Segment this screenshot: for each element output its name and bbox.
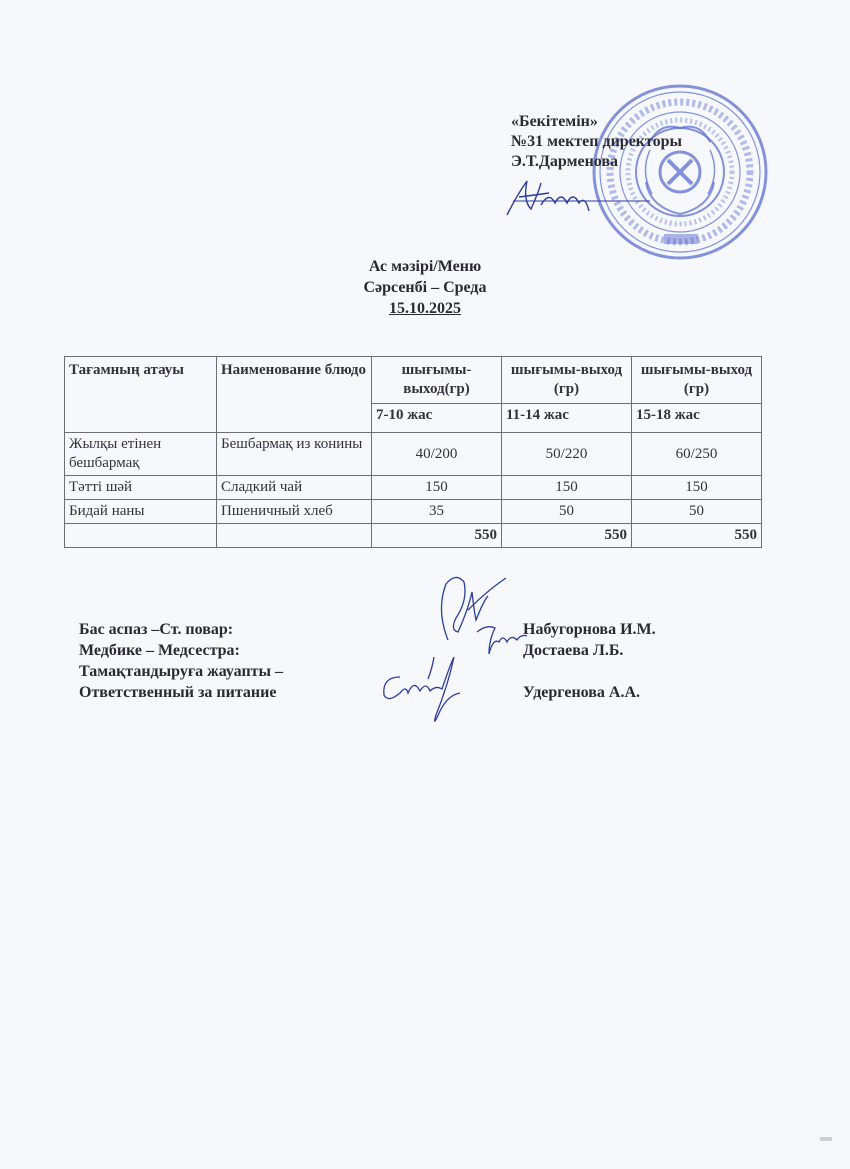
dish-ru: Сладкий чай bbox=[217, 476, 372, 500]
header-dish-ru: Наименование блюдо bbox=[217, 357, 372, 433]
name-head-cook: Набугорнова И.М. bbox=[523, 621, 656, 638]
yield-7-10: 150 bbox=[372, 476, 502, 500]
total-11-14: 550 bbox=[502, 524, 632, 548]
dish-kz: Жылқы етінен бешбармақ bbox=[65, 433, 217, 476]
yield-15-18: 150 bbox=[632, 476, 762, 500]
age-group-2: 11-14 жас bbox=[502, 404, 632, 433]
yield-15-18: 50 bbox=[632, 500, 762, 524]
table-row bbox=[65, 433, 762, 476]
table-row bbox=[65, 476, 762, 500]
total-7-10: 550 bbox=[372, 524, 502, 548]
role-nurse: Медбике – Медсестра: bbox=[79, 642, 240, 659]
approval-director-name: Э.Т.Дарменова bbox=[511, 153, 619, 170]
director-signature-icon bbox=[505, 175, 655, 220]
dish-kz: Бидай наны bbox=[65, 500, 217, 524]
scan-artifact bbox=[820, 1137, 832, 1141]
menu-title-block bbox=[0, 256, 850, 319]
menu-date: 15.10.2025 bbox=[389, 300, 461, 317]
yield-15-18: 60/250 bbox=[632, 433, 762, 476]
role-head-cook: Бас аспаз –Ст. повар: bbox=[79, 621, 234, 638]
approval-block bbox=[511, 112, 682, 172]
signoff-roles bbox=[79, 619, 283, 703]
approval-heading: «Бекітемін» bbox=[511, 113, 598, 130]
dish-kz: Тәтті шәй bbox=[65, 476, 217, 500]
yield-11-14: 150 bbox=[502, 476, 632, 500]
header-dish-kz: Тағамның атауы bbox=[65, 357, 217, 433]
yield-11-14: 50 bbox=[502, 500, 632, 524]
dish-ru: Бешбармақ из конины bbox=[217, 433, 372, 476]
table-row bbox=[65, 500, 762, 524]
age-group-1: 7-10 жас bbox=[372, 404, 502, 433]
yield-11-14: 50/220 bbox=[502, 433, 632, 476]
menu-table bbox=[64, 356, 762, 548]
name-nutrition: Удергенова А.А. bbox=[523, 684, 641, 701]
yield-7-10: 35 bbox=[372, 500, 502, 524]
yield-7-10: 40/200 bbox=[372, 433, 502, 476]
table-total-row bbox=[65, 524, 762, 548]
total-15-18: 550 bbox=[632, 524, 762, 548]
role-nutrition-ru: Ответственный за питание bbox=[79, 684, 277, 701]
approval-position: №31 мектеп директоры bbox=[511, 133, 683, 150]
role-nutrition-kz: Тамақтандыруға жауапты – bbox=[79, 663, 284, 680]
total-empty-kz bbox=[65, 524, 217, 548]
signoff-names bbox=[523, 619, 656, 703]
menu-title: Ас мәзірі/Меню bbox=[368, 258, 482, 275]
name-nurse: Достаева Л.Б. bbox=[523, 642, 624, 659]
header-yield-2: шығымы-выход (гр) bbox=[502, 357, 632, 404]
dish-ru: Пшеничный хлеб bbox=[217, 500, 372, 524]
official-stamp-icon bbox=[590, 82, 770, 262]
header-yield-1: шығымы-выход(гр) bbox=[372, 357, 502, 404]
table-header-row bbox=[65, 357, 762, 404]
menu-day: Сәрсенбі – Среда bbox=[363, 279, 487, 296]
nurse-signature-icon bbox=[473, 620, 528, 660]
nutrition-signature-icon bbox=[378, 655, 488, 730]
age-group-3: 15-18 жас bbox=[632, 404, 762, 433]
total-empty-ru bbox=[217, 524, 372, 548]
header-yield-3: шығымы-выход (гр) bbox=[632, 357, 762, 404]
